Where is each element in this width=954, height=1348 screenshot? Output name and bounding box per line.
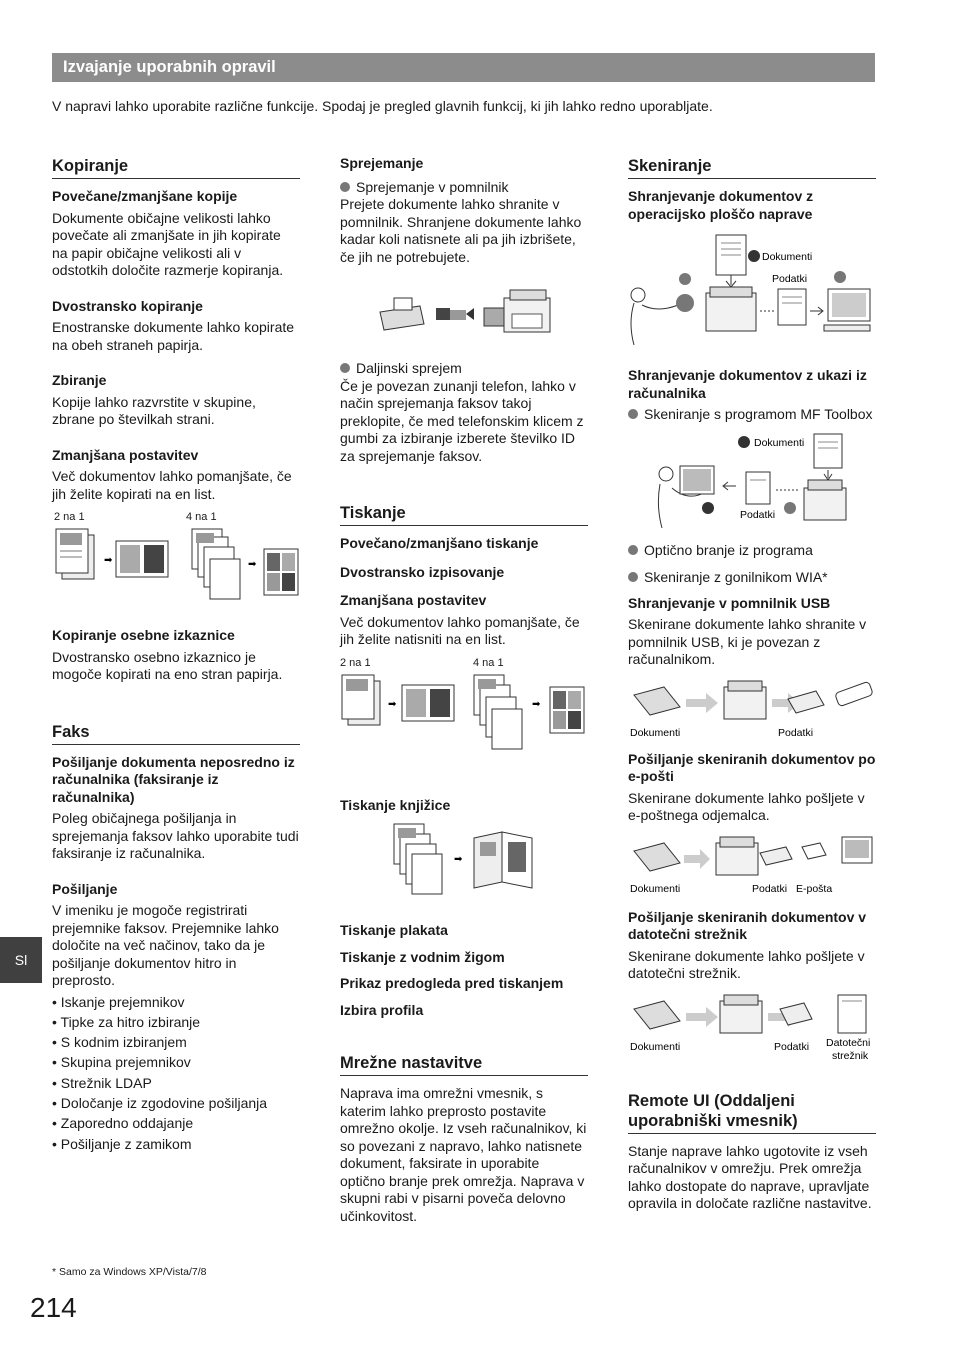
column-right (628, 150, 876, 1213)
sub-posiljanje: Pošiljanje (52, 880, 118, 897)
label-podatki: Podatki (740, 508, 776, 521)
email-illustration (628, 833, 876, 895)
sub-zmanjsana: Zmanjšana postavitev (52, 446, 199, 463)
label-dokumenti: Dokumenti (630, 726, 681, 739)
sub-pc-faks: Pošiljanje dokumenta neposredno iz računalnika (faksiranje iz računalnika) (52, 753, 295, 805)
list-item: • Iskanje prejemnikov (52, 993, 185, 1010)
layout-figure (52, 511, 300, 623)
label-podatki: Podatki (752, 882, 788, 895)
reduced-layout-illustration (52, 527, 302, 622)
language-tab: Sl (0, 937, 42, 983)
heading-mreza: Mrežne nastavitve (340, 1053, 588, 1076)
text-dvostransko: Enostranske dokumente lahko kopirate na obeh straneh papirja. (52, 319, 295, 353)
sub-povecane: Povečane/zmanjšane kopije (52, 188, 238, 204)
sub-scan-panel: Shranjevanje dokumentov z operacijsko ploščo naprave (628, 188, 814, 222)
text-zmanjsana: Več dokumentov lahko pomanjšate, če jih želite kopirati na en list. (52, 468, 292, 502)
label-streznik-line2: strežnik (832, 1049, 869, 1061)
sub-izkaznica: Kopiranje osebne izkaznice (52, 627, 235, 643)
fileserver-illustration (628, 991, 876, 1061)
sub-scan-pc: Shranjevanje dokumentov z ukazi iz računalnika (628, 367, 867, 401)
sub-zbiranje: Zbiranje (52, 372, 107, 388)
sub-booklet: Tiskanje knjižice (340, 796, 451, 813)
sub-usb: Shranjevanje v pomnilnik USB (628, 594, 831, 611)
booklet-illustration (340, 822, 588, 906)
footnote: * Samo za Windows XP/Vista/7/8 (52, 1266, 207, 1278)
svg-text:➡: ➡ (248, 559, 257, 570)
sub-fileserver: Pošiljanje skeniranih dokumentov v datotečni strežnik (628, 908, 867, 942)
scan-pc-illustration (628, 432, 876, 540)
sub-sprejemanje: Sprejemanje (340, 155, 424, 171)
fileserver-figure (628, 991, 876, 1061)
bullet-memory-rx: Sprejemanje v pomnilnik (340, 179, 588, 197)
label-4na1: 4 na 1 (186, 511, 217, 523)
svg-text:➡: ➡ (388, 698, 397, 710)
bullet-wia: Skeniranje z gonilnikom WIA* (628, 569, 876, 587)
sub-poster: Tiskanje plakata (340, 922, 448, 938)
scan-panel-illustration (628, 233, 876, 345)
svg-text:➡: ➡ (532, 698, 541, 710)
bullet-icon (628, 572, 638, 582)
svg-text:➡: ➡ (454, 854, 463, 865)
label-podatki: Podatki (778, 726, 814, 739)
bullet-remote-rx: Daljinski sprejem (340, 360, 588, 378)
sub-preview: Prikaz predogleda pred tiskanjem (340, 975, 564, 991)
text-usb: Skenirane dokumente lahko shranite v pomnilnik USB, ki je povezan z računalnikom. (628, 616, 867, 667)
text-print-layout: Več dokumentov lahko pomanjšate, če jih želite natisniti na en list. (340, 613, 580, 647)
bullet-from-app: Optično branje iz programa (628, 542, 876, 560)
print-layout-figure (340, 657, 588, 775)
text-memory-rx: Prejete dokumente lahko shranite v pomnilnik. Shranjene dokumente lahko kadar koli natisnete ali pa jih izbrišete, če jih ne potrebujete. (340, 196, 582, 265)
label-dokumenti: Dokumenti (754, 436, 805, 449)
section-banner: Izvajanje uporabnih opravil (52, 53, 875, 82)
text-pc-faks: Poleg običajnega pošiljanja in sprejemanja faksov lahko uporabite tudi faksiranje iz računalnika. (52, 810, 299, 861)
scan-panel-figure (628, 233, 876, 351)
print-layout-illustration (340, 673, 588, 773)
bullet-icon (340, 182, 350, 192)
bullet-icon (628, 545, 638, 555)
list-item: • Pošiljanje z zamikom (52, 1135, 192, 1152)
sub-dvostransko: Dvostransko kopiranje (52, 297, 203, 314)
label-4na1: 4 na 1 (473, 656, 504, 669)
heading-faks: Faks (52, 722, 300, 745)
column-left (52, 150, 300, 1154)
bullet-mf-toolbox: Skeniranje s programom MF Toolbox (628, 406, 876, 424)
list-item: • S kodnim izbiranjem (52, 1034, 187, 1051)
label-dokumenti: Dokumenti (762, 251, 813, 263)
sub-print-duplex: Dvostransko izpisovanje (340, 563, 505, 580)
column-middle (340, 150, 588, 1225)
heading-skeniranje: Skeniranje (628, 156, 876, 179)
sub-email: Pošiljanje skeniranih dokumentov po e-pošti (628, 750, 876, 784)
fax-memory-illustration (340, 272, 588, 350)
label-podatki: Podatki (774, 1040, 810, 1053)
list-item: • Skupina prejemnikov (52, 1054, 191, 1071)
usb-illustration (628, 677, 876, 739)
text-mreza: Naprava ima omrežni vmesnik, s katerim lahko preprosto postavite omrežno okolje. Iz vseh računalnikov, ki so povezani z napravo, lahko natisnete dokument, faksirate in uporabite optično branje prek omrežja. Naprava v skupni rabi v pisarni povečа delovno učinkovitost. (340, 1085, 587, 1224)
text-povecane: Dokumente običajne velikosti lahko povečate ali zmanjšate in jih kopirate na papir običajne velikosti ali v odstotkih določite razmerje kopiranja. (52, 209, 284, 278)
sub-watermark: Tiskanje z vodnim žigom (340, 948, 505, 965)
sub-print-layout: Zmanjšana postavitev (340, 592, 487, 608)
list-item: • Določanje iz zgodovine pošiljanja (52, 1094, 268, 1111)
sub-profile: Izbira profila (340, 1001, 424, 1018)
email-figure (628, 833, 876, 895)
text-posiljanje: V imeniku je mogoče registrirati prejemnike faksov. Prejemnike lahko določite na več načinov, tako da je pošiljanje dokumentov hitro in preprosto. (52, 902, 279, 988)
label-2na1: 2 na 1 (340, 656, 371, 669)
label-dokumenti: Dokumenti (630, 1040, 681, 1053)
list-item: • Zaporedno oddajanje (52, 1115, 194, 1132)
list-item: • Strežnik LDAP (52, 1074, 152, 1091)
send-options-list (52, 992, 300, 1154)
label-dokumenti: Dokumenti (630, 882, 681, 895)
svg-text:➡: ➡ (104, 555, 113, 566)
text-izkaznica: Dvostransko osebno izkaznico je mogoče kopirati na eno stran papirja. (52, 648, 283, 682)
label-2na1: 2 na 1 (54, 511, 85, 523)
scan-pc-figure (628, 432, 876, 542)
usb-figure (628, 677, 876, 739)
text-email: Skenirane dokumente lahko pošljete v e-poštnega odjemalca. (628, 789, 865, 823)
bullet-icon (628, 409, 638, 419)
label-streznik-line1: Datotečni (826, 1036, 871, 1049)
heading-remote-ui: Remote UI (Oddaljeni uporabniški vmesnik) (628, 1091, 876, 1134)
text-zbiranje: Kopije lahko razvrstite v skupine, zbrane po številkah strani. (52, 393, 256, 427)
text-remote-rx: Če je povezan zunanji telefon, lahko v način sprejemanja faksov takoj preklopite, če med telefonskim klicem z gumbi za izbiranje izberete številko ID za sprejemanje faksov. (340, 377, 584, 464)
list-item: • Tipke za hitro izbiranje (52, 1013, 201, 1030)
intro-text: V napravi lahko uporabite različne funkcije. Spodaj je pregled glavnih funkcij, ki jih lahko redno uporabljate. (52, 98, 713, 114)
bullet-icon (340, 363, 350, 373)
page-number: 214 (30, 1292, 77, 1323)
sub-print-zoom: Povečano/zmanjšano tiskanje (340, 535, 539, 551)
heading-kopiranje: Kopiranje (52, 156, 300, 179)
heading-tiskanje: Tiskanje (340, 503, 588, 526)
label-eposta: E-pošta (796, 882, 833, 895)
text-remote-ui: Stanje naprave lahko ugotovite iz vseh računalnikov v omrežju. Prek omrežja lahko dostopate do naprave, upravljate opravila in določate različne nastavitve. (628, 1142, 872, 1211)
text-fileserver: Skenirane dokumente lahko pošljete v datotečni strežnik. (628, 947, 865, 981)
label-podatki: Podatki (772, 273, 808, 285)
